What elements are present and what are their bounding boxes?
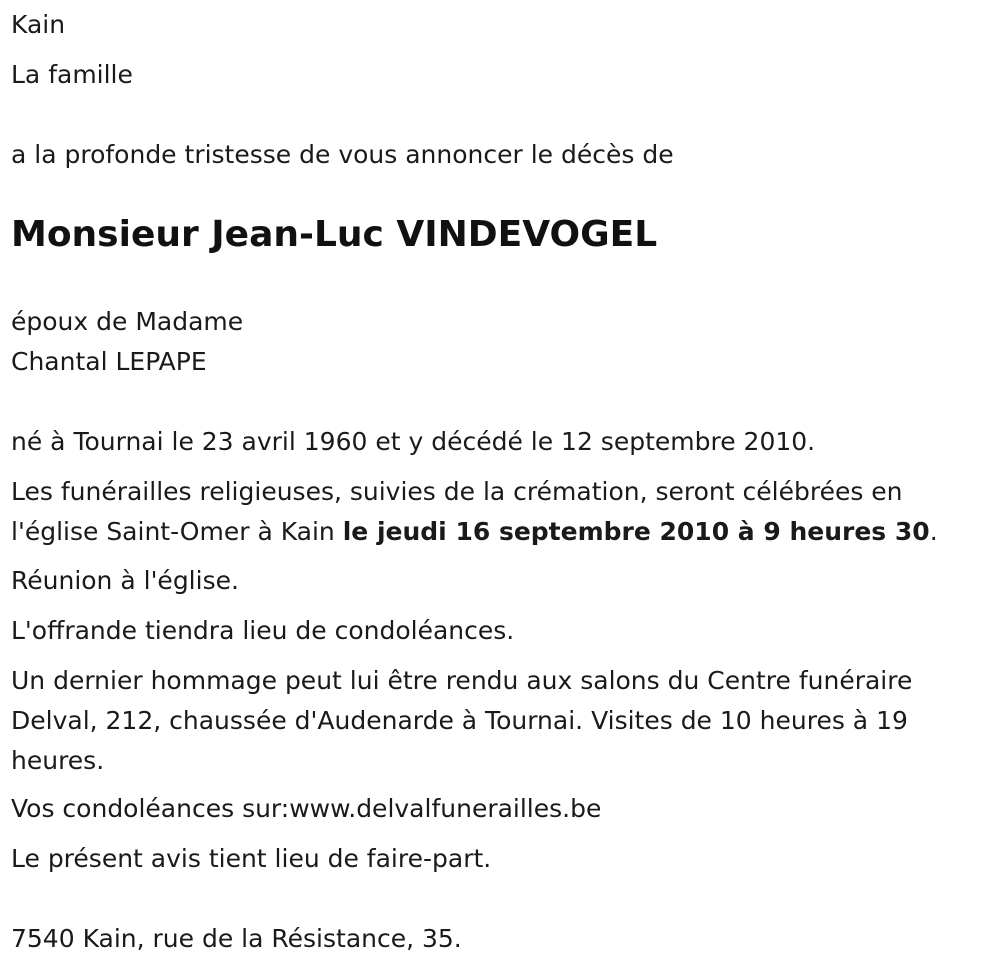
funeral-date: le jeudi 16 septembre 2010 à 9 heures 30 (342, 517, 930, 546)
faire-part: Le présent avis tient lieu de faire-part. (11, 844, 492, 873)
offering: L'offrande tiendra lieu de condoléances. (11, 616, 515, 645)
meeting: Réunion à l'église. (11, 566, 239, 595)
funeral-end: . (929, 517, 938, 546)
spouse-line-2: Chantal LEPAPE (11, 347, 207, 376)
funeral-paragraph (11, 472, 986, 552)
last-tribute: Un dernier hommage peut lui être rendu aux salons du Centre funéraire Delval, 212, chaussée d'Audenarde à Tournai. Visites de 10 heures à 19 heures. (11, 666, 913, 775)
announcement: a la profonde tristesse de vous annoncer le décès de (11, 140, 674, 169)
condolences: Vos condoléances sur:www.delvalfunerailles.be (11, 794, 602, 823)
deceased-name: Monsieur Jean-Luc VINDEVOGEL (11, 214, 658, 255)
funeral-text: Les funérailles religieuses, suivies de la crémation, seront célébrées en l'église Saint-Omer à Kain (11, 477, 903, 546)
address: 7540 Kain, rue de la Résistance, 35. (11, 924, 462, 953)
spouse-line-1: époux de Madame (11, 307, 244, 336)
city: Kain (11, 10, 66, 39)
family-line: La famille (11, 60, 133, 89)
birth-death: né à Tournai le 23 avril 1960 et y décédé le 12 septembre 2010. (11, 427, 816, 456)
